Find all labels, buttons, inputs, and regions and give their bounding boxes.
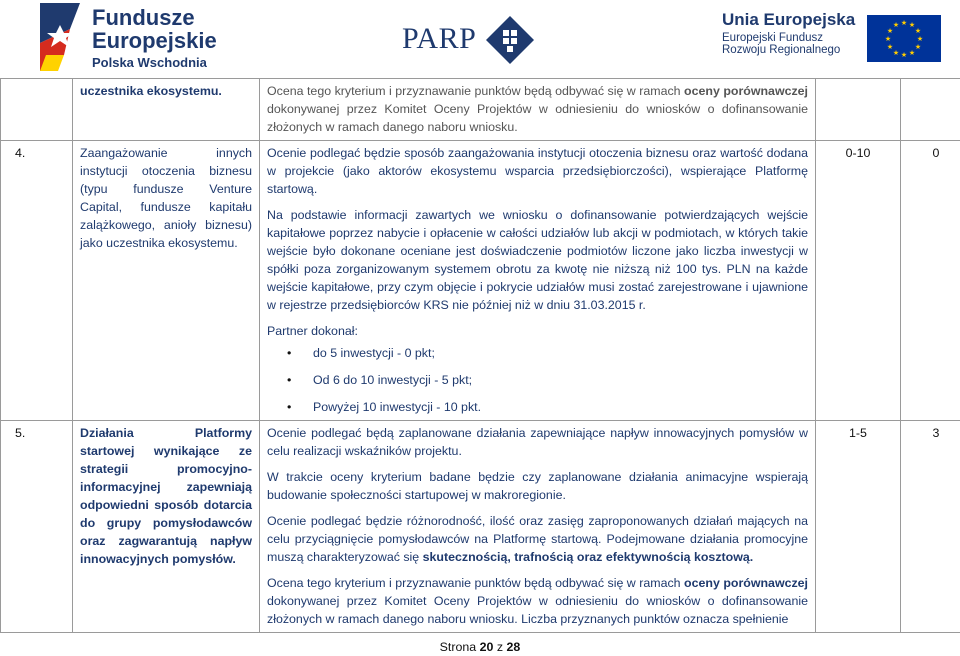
svg-text:★: ★ [908,49,916,57]
parp-logo-text: PARP [402,22,477,55]
desc-text: dokonywanej przez Komitet Oceny Projektów w odniesieniu do wniosków o dofinansowanie złożonych w ramach danego naboru wniosku. [267,102,808,134]
desc-paragraph: Ocenie podlegać będą zaplanowane działania zapewniające napływ innowacyjnych pomysłów w celu realizacji wskaźników projektu. [267,426,808,458]
fe-star-icon [40,3,86,71]
footer-page-total: 28 [506,640,521,654]
criterion-description [260,141,816,421]
unia-europejska-logo [722,11,922,66]
desc-paragraph: Ocenie podlegać będzie sposób zaangażowania instytucji otoczenia biznesu oraz wartość dodana w projekcie (jako aktorów ekosystemu wsparcia przedsiębiorczości), wspierające Platformę startową. [267,146,808,196]
score-points: 0 [901,141,960,421]
list-item: • Powyżej 10 inwestycji - 10 pkt. [313,398,808,416]
score-range: 1-5 [816,421,901,633]
desc-bold: oceny porównawczej [684,84,809,98]
desc-paragraph: W trakcie oceny kryterium badane będzie czy zaplanowane działania animacyjne wspierają budowanie społeczności startupowej w makroregionie. [267,470,808,502]
desc-text: Ocena tego kryterium i przyznawanie punktów będą odbywać się w ramach [267,576,685,590]
parp-logo [402,12,542,62]
footer-prefix: Strona [439,640,480,654]
eu-flag-icon [867,15,941,62]
svg-text:★: ★ [892,21,900,29]
svg-text:★: ★ [914,27,922,35]
score-points: 3 [901,421,960,633]
svg-text:★: ★ [892,49,900,57]
scoring-list [267,344,808,416]
parp-diamond-icon [486,16,534,64]
list-item: • do 5 inwestycji - 0 pkt; [313,344,808,362]
footer-page-number: 20 [479,640,494,654]
criterion-name: Działania Platformy startowej wynikające ze strategii promocyjno- informacyjnej zapewniają odpowiedni sposób dotarcia do grupy pomysłodawców oraz zagwarantują napływ innowacyjnych pomysłów. [73,421,260,633]
svg-text:★: ★ [914,43,922,51]
row-number: 5. [1,421,73,633]
page-header [0,0,960,75]
desc-bold: skutecznością, trafnością oraz efektywnością kosztową. [422,550,754,564]
score-range [816,79,901,141]
fe-logo-line3: Polska Wschodnia [92,55,207,70]
criterion-description [260,79,816,141]
criterion-name: uczestnika ekosystemu. [73,79,260,141]
page-footer [0,640,960,654]
svg-text:★: ★ [884,35,892,43]
svg-text:★: ★ [900,19,908,27]
table-row [1,79,960,141]
score-points [901,79,960,141]
criterion-description [260,421,816,633]
desc-paragraph: Na podstawie informacji zawartych we wniosku o dofinansowanie potwierdzających wejście kapitałowe poprzez nabycie i opłacenie w całości udziałów lub akcji w podmiotach, w których takie wejście było dokonane oceniane jest doświadczenie podmiotów liczone jako liczba inwestycji w spółki poza zorganizowanym systemem obrotu za kwotę nie niższą niż 100 tys. PLN na każde wejście kapitałowe, przy czym objęcie i pokrycie udziałów musi zostać zarejestrowane i ujawnione w rejestrze przedsiębiorców KRS nie później niż w dniu 31.03.2015 r. [267,208,808,312]
fe-logo-line2: Europejskie [92,28,217,53]
svg-text:★: ★ [886,43,894,51]
desc-text: dokonywanej przez Komitet Oceny Projektów w odniesieniu do wniosków o dofinansowanie złożonych w ramach danego naboru wniosku. Liczba przyznanych punktów oznacza spełnienie [267,594,808,626]
ue-logo-line3: Rozwoju Regionalnego [722,43,841,56]
svg-text:★: ★ [900,51,908,59]
row-number [1,79,73,141]
ue-logo-line1: Unia Europejska [722,10,856,29]
score-range: 0-10 [816,141,901,421]
footer-sep: z [493,640,507,654]
table-row [1,141,960,421]
desc-bold: oceny porównawczej [684,576,809,590]
table-row [1,421,960,633]
desc-paragraph: Partner dokonał: [267,324,358,338]
list-item: • Od 6 do 10 inwestycji - 5 pkt; [313,371,808,389]
criteria-table [0,78,960,633]
svg-text:★: ★ [886,27,894,35]
svg-text:★: ★ [916,35,924,43]
ue-logo-line2: Europejski Fundusz [722,31,823,44]
fundusze-europejskie-logo [40,3,217,71]
fe-logo-line1: Fundusze [92,5,195,30]
criterion-name: Zaangażowanie innych instytucji otoczenia biznesu (typu fundusze Venture Capital, fundusze kapitału zalążkowego, anioły biznesu) jako uczestnika ekosystemu. [73,141,260,421]
desc-text: Ocenie podlegać będzie różnorodność, ilość oraz zasięg zaproponowanych działań mających na celu przyciągnięcie pomysłodawców na Platformę startową. Podejmowane działania promocyjne muszą charakteryzować się [267,514,808,564]
desc-text: Ocena tego kryterium i przyznawanie punktów będą odbywać się w ramach [267,84,685,98]
row-number: 4. [1,141,73,421]
svg-text:★: ★ [908,21,916,29]
